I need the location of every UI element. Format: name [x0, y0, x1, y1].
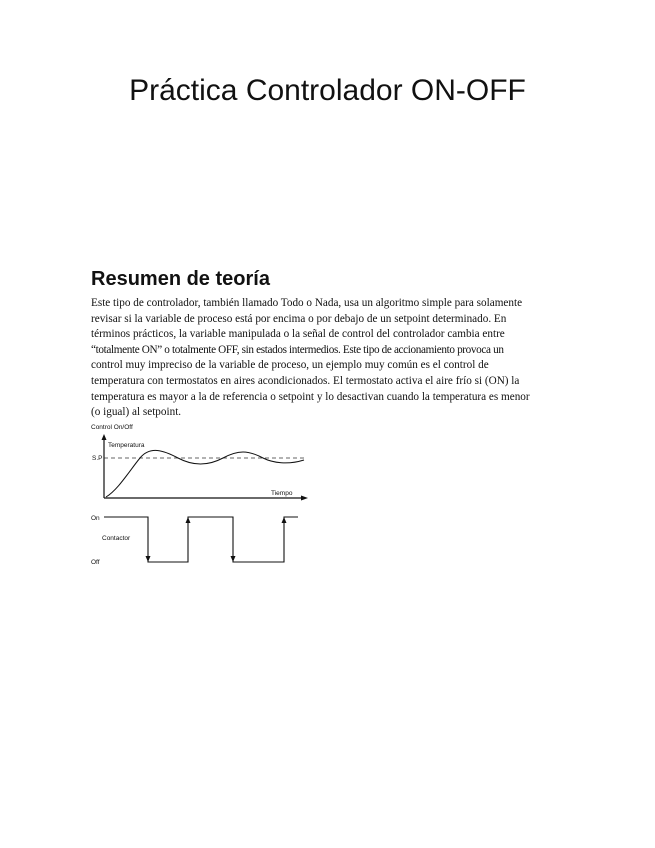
- setpoint-label: S.P: [92, 455, 103, 462]
- paragraph-line: términos prácticos, la variable manipulada o la señal de control del controlador cambia entre: [91, 328, 505, 341]
- theory-paragraph: [91, 296, 571, 421]
- paragraph-line: (o igual) al setpoint.: [91, 406, 182, 419]
- y-axis-arrow: [102, 434, 107, 440]
- temperature-label: Temperatura: [108, 442, 145, 449]
- paragraph-line: “totalmente ON” o totalmente OFF, sin estados intermedios. Este tipo de accionamiento provoca un: [91, 343, 504, 356]
- section-heading: Resumen de teoría: [91, 268, 270, 290]
- rising-edge-arrow: [282, 517, 287, 523]
- rising-edge-arrow: [186, 517, 191, 523]
- contactor-label: Contactor: [102, 535, 131, 542]
- on-off-control-figure: [88, 420, 318, 575]
- paragraph-line: revisar si la variable de proceso está por encima o por debajo de un setpoint determinado. En: [91, 312, 507, 325]
- x-axis-arrow: [301, 496, 308, 501]
- on-label: On: [91, 515, 100, 522]
- paragraph-line: control muy impreciso de la variable de proceso, un ejemplo muy común es el control de: [91, 359, 489, 372]
- paragraph-line: temperatura con termostatos en aires acondicionados. El termostato activa el aire frío si (ON) la: [91, 374, 520, 387]
- contactor-waveform: [104, 517, 298, 562]
- page-title: Práctica Controlador ON-OFF: [129, 74, 526, 107]
- off-label: Off: [91, 559, 100, 566]
- paragraph-line: Este tipo de controlador, también llamado Todo o Nada, usa un algoritmo simple para solamente: [91, 297, 523, 309]
- falling-edge-arrow: [146, 556, 151, 562]
- time-label: Tiempo: [271, 490, 293, 497]
- figure-title: Control On/Off: [91, 424, 133, 431]
- falling-edge-arrow: [231, 556, 236, 562]
- on-off-diagram: [88, 420, 318, 570]
- paragraph-line: temperatura es mayor a la de referencia o setpoint y lo desactivan cuando la temperatura es menor: [91, 390, 530, 403]
